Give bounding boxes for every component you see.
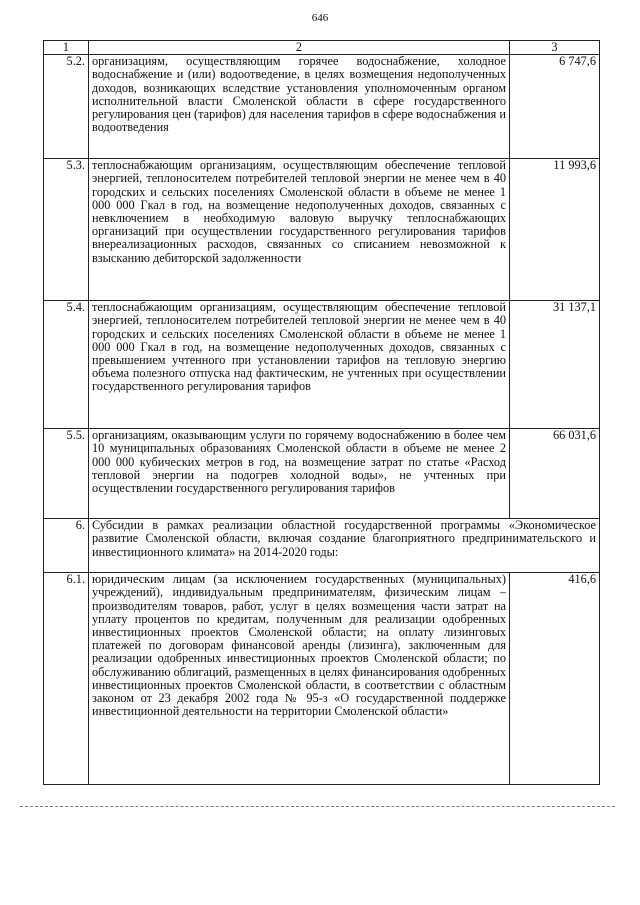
header-col-2: 2 — [89, 41, 510, 55]
row-description: юридическим лицам (за исключением государственных (муниципальных) учреждений), индивидуальным предпринимателям, физическим лицам – производителям товаров, работ, услуг в целях возмещения части затрат на уплату процентов по кредитам, полученным для реализации одобренных инвестиционных проектов Смоленской области; на оплату лизинговых платежей по договорам финансовой аренды (лизинга), заключенным для реализации одобренных инвестиционных проектов Смоленской области; по обслуживанию облигаций, размещенных в целях финансирования одобренных инвестиционных проектов Смоленской области, в соответствии с областным законом от 23 декабря 2002 года № 95-з «О государственной поддержке инвестиционной деятельности на территории Смоленской области» — [89, 573, 510, 785]
table-row — [44, 429, 600, 519]
header-col-1: 1 — [44, 41, 89, 55]
table-row — [44, 573, 600, 785]
page-number: 646 — [311, 12, 329, 24]
table-header-row — [44, 41, 600, 55]
row-amount: 31 137,1 — [510, 301, 600, 429]
table-row — [44, 519, 600, 573]
row-number: 6.1. — [44, 573, 89, 785]
row-amount: 416,6 — [510, 573, 600, 785]
row-number: 5.5. — [44, 429, 89, 519]
row-number: 6. — [44, 519, 89, 573]
dashed-cut-line — [20, 806, 615, 807]
budget-table — [43, 40, 600, 785]
row-number: 5.4. — [44, 301, 89, 429]
row-description: Субсидии в рамках реализации областной государственной программы «Экономическое развитие Смоленской области, включая создание благоприятного предпринимательского и инвестиционного климата» на 2014-2020 годы: — [89, 519, 600, 573]
row-description: организациям, оказывающим услуги по горячему водоснабжению в более чем 10 муниципальных образованиях Смоленской области в объеме не менее 2 000 000 кубических метров в год, на возмещение затрат по статье «Расход тепловой энергии на подогрев холодной воды», не учтенных при осуществлении государственного регулирования тарифов — [89, 429, 510, 519]
table-row — [44, 301, 600, 429]
row-description: организациям, осуществляющим горячее водоснабжение, холодное водоснабжение и (или) водоотведение, в целях возмещения недополученных доходов, возникающих вследствие установления уполномоченным органом исполнительной власти Смоленской области в сфере государственного регулирования цен (тарифов) для населения тарифов в сфере водоснабжения и водоотведения — [89, 55, 510, 159]
header-col-3: 3 — [510, 41, 600, 55]
row-description: теплоснабжающим организациям, осуществляющим обеспечение тепловой энергией, теплоносителем потребителей тепловой энергии не менее чем в 40 городских и сельских поселениях Смоленской области в объеме не менее 1 000 000 Гкал в год, на возмещение недополученных доходов, связанных с невключением в необходимую валовую выручку теплоснабжающих организаций при осуществлении государственного регулирования тарифов внереализационных расходов, связанных со списанием невозможной к взысканию дебиторской задолженности — [89, 159, 510, 301]
row-amount: 6 747,6 — [510, 55, 600, 159]
table-row — [44, 159, 600, 301]
row-number: 5.2. — [44, 55, 89, 159]
row-description: теплоснабжающим организациям, осуществляющим обеспечение тепловой энергией, теплоносителем потребителей тепловой энергии не менее чем в 40 городских и сельских поселениях Смоленской области в объеме не менее 1 000 000 Гкал в год, на возмещение недополученных доходов, связанных с превышением учтенного при установлении тарифов на тепловую энергию объема полезного отпуска над фактическим, не учтенных при осуществлении государственного регулирования тарифов — [89, 301, 510, 429]
row-amount: 11 993,6 — [510, 159, 600, 301]
row-amount: 66 031,6 — [510, 429, 600, 519]
table-row — [44, 55, 600, 159]
row-number: 5.3. — [44, 159, 89, 301]
